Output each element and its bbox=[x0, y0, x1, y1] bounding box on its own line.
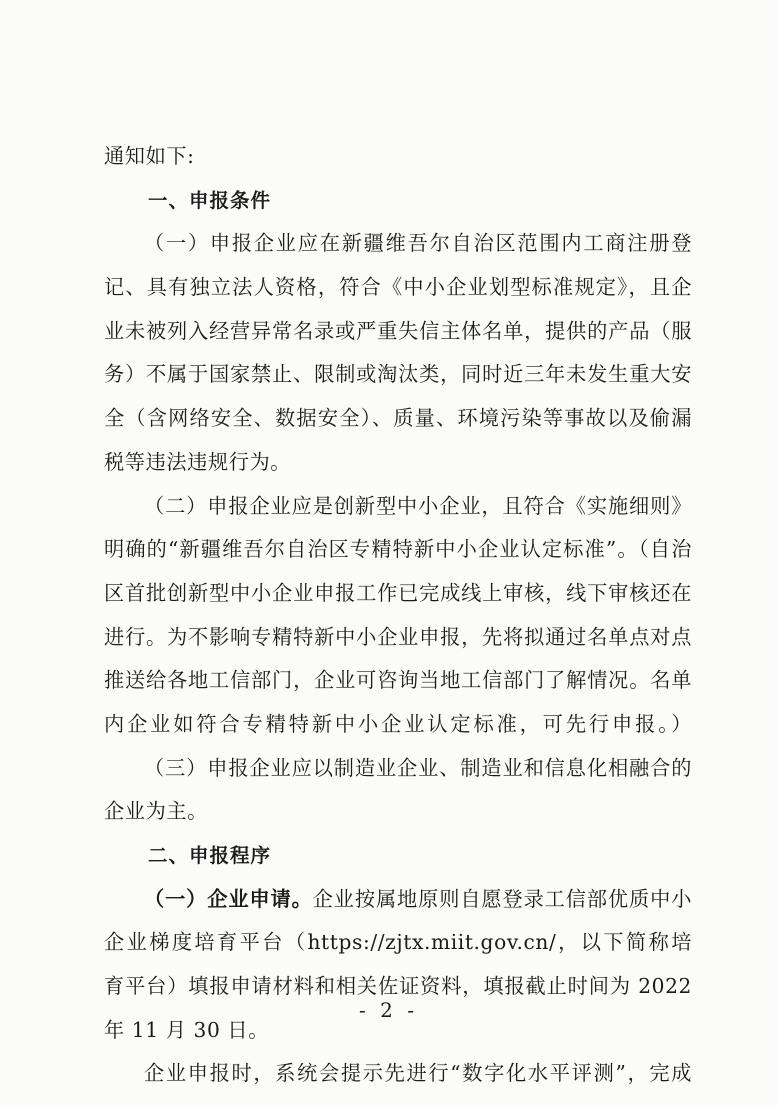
text-line bbox=[104, 353, 692, 397]
text-line bbox=[104, 790, 692, 834]
document-body bbox=[104, 135, 692, 1096]
line-text: （一）申报企业应在新疆维吾尔自治区范围内工商注册登 bbox=[144, 231, 692, 256]
section-heading bbox=[104, 179, 692, 223]
line-text: 企业申报时，系统会提示先进行“数字化水平评测”，完成 bbox=[144, 1061, 692, 1086]
line-text: 明确的“新疆维吾尔自治区专精特新中小企业认定标准”。（自治 bbox=[104, 537, 692, 562]
paragraph-lead: （一）企业申请。 bbox=[144, 886, 313, 911]
line-text: 内企业如符合专精特新中小企业认定标准，可先行申报。） bbox=[104, 711, 692, 736]
line-text: 年 11 月 30 日。 bbox=[104, 1017, 269, 1042]
line-text: 通知如下: bbox=[104, 144, 195, 168]
page-number: - 2 - bbox=[359, 998, 418, 1022]
line-text: 进行。为不影响专精特新中小企业申报，先将拟通过名单点对点 bbox=[104, 624, 692, 649]
text-line bbox=[104, 266, 692, 310]
line-text: 业未被列入经营异常名录或严重失信主体名单，提供的产品（服 bbox=[104, 318, 692, 343]
text-line bbox=[104, 1052, 692, 1096]
text-line bbox=[104, 397, 692, 441]
line-text: 企业为主。 bbox=[104, 799, 208, 824]
text-line bbox=[104, 747, 692, 791]
text-line bbox=[104, 659, 692, 703]
text-line bbox=[104, 528, 692, 572]
text-line bbox=[104, 878, 692, 922]
line-text: 企业按属地原则自愿登录工信部优质中小 bbox=[312, 886, 692, 911]
line-text: 一、申报条件 bbox=[148, 188, 272, 212]
line-text: 税等违法违规行为。 bbox=[104, 449, 292, 474]
text-line bbox=[104, 616, 692, 660]
line-text: 区首批创新型中小企业申报工作已完成线上审核，线下审核还在 bbox=[104, 580, 692, 605]
text-line bbox=[104, 135, 692, 179]
line-text: 推送给各地工信部门，企业可咨询当地工信部门了解情况。名单 bbox=[104, 668, 692, 693]
line-text: 全（含网络安全、数据安全）、质量、环境污染等事故以及偷漏 bbox=[104, 406, 692, 431]
text-line bbox=[104, 310, 692, 354]
line-text: 二、申报程序 bbox=[148, 844, 272, 867]
line-text: （二）申报企业应是创新型中小企业，且符合《实施细则》 bbox=[144, 493, 692, 518]
text-line bbox=[104, 485, 692, 529]
line-text: 记、具有独立法人资格，符合《中小企业划型标准规定》，且企 bbox=[104, 275, 692, 300]
section-heading bbox=[104, 834, 692, 878]
line-text: （三）申报企业应以制造业企业、制造业和信息化相融合的 bbox=[144, 755, 692, 780]
text-line bbox=[104, 921, 692, 965]
line-text: 育平台）填报申请材料和相关佐证资料，填报截止时间为 2022 bbox=[104, 974, 692, 999]
text-line bbox=[104, 572, 692, 616]
line-text: 企业梯度培育平台（https://zjtx.miit.gov.cn/，以下简称培 bbox=[104, 930, 692, 955]
text-line bbox=[104, 441, 692, 485]
line-text: 务）不属于国家禁止、限制或淘汰类，同时近三年未发生重大安 bbox=[104, 362, 692, 387]
text-line bbox=[104, 703, 692, 747]
text-line bbox=[104, 222, 692, 266]
